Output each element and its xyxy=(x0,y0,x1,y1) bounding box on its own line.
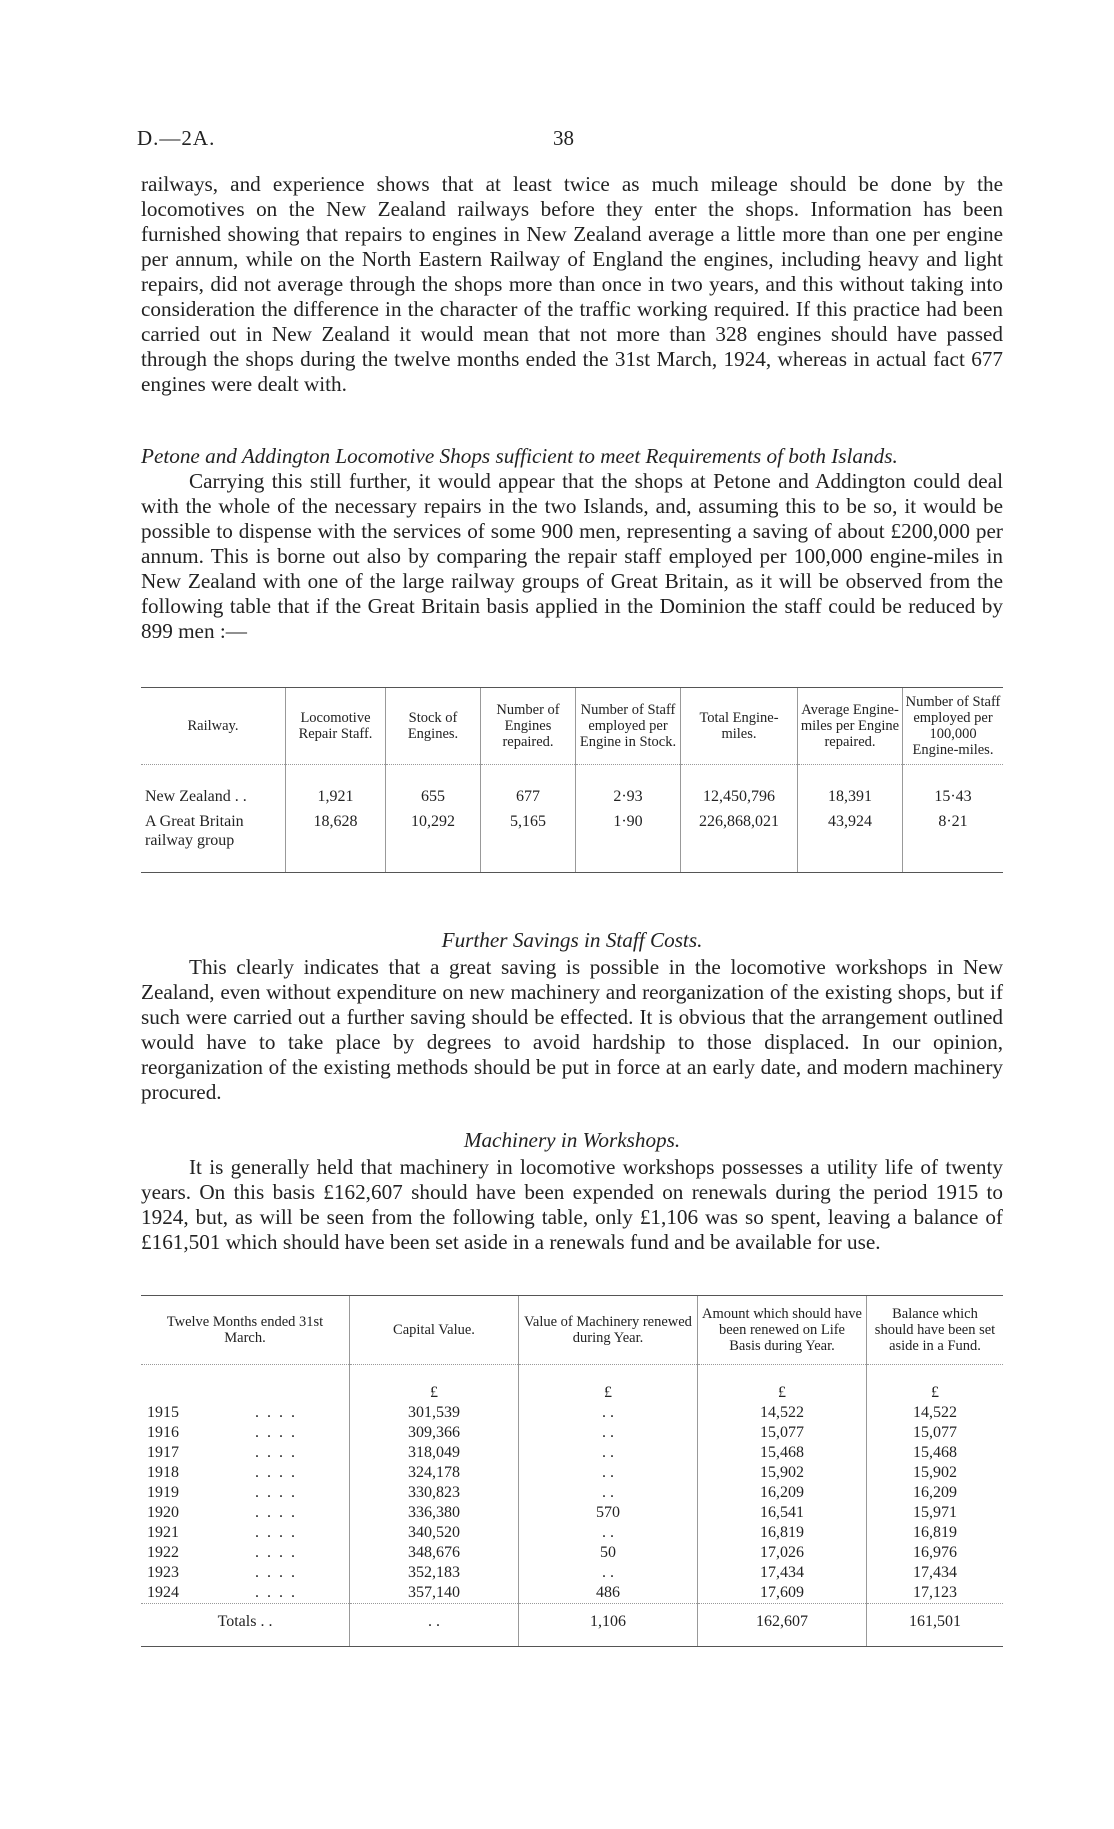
leader-dots: . . . . xyxy=(255,1564,297,1581)
year-cell xyxy=(141,1523,350,1543)
table-row xyxy=(141,765,1003,810)
column-header: Capital Value. xyxy=(350,1296,519,1365)
table-cell: 161,501 xyxy=(867,1604,1004,1647)
leader-dots: . . . . xyxy=(255,1424,297,1441)
year-label: 1921 xyxy=(147,1524,179,1541)
column-header: Total Engine-miles. xyxy=(681,688,798,765)
table-cell: 336,380 xyxy=(350,1503,519,1523)
table-cell: . . xyxy=(519,1563,698,1583)
column-header: Amount which should have been renewed on Life Basis during Year. xyxy=(698,1296,867,1365)
heading-petone-addington: Petone and Addington Locomotive Shops sufficient to meet Requirements of both Islands. xyxy=(141,444,898,468)
table-cell: 352,183 xyxy=(350,1563,519,1583)
year-cell xyxy=(141,1543,350,1563)
leader-dots: . . . . xyxy=(255,1484,297,1501)
leader-dots: . . . . xyxy=(255,1444,297,1461)
staff-comparison-table xyxy=(141,687,1003,873)
table-row xyxy=(141,1403,1003,1423)
table-cell: 570 xyxy=(519,1503,698,1523)
document-code: D.—2A. xyxy=(137,126,216,150)
paragraph-railway-mileage: railways, and experience shows that at least twice as much mileage should be done by the locomotives on the New Zealand railways before they enter the shops. Information has been furnished showing that repairs to engines in New Zealand average a little more than one per engine per annum, while on the North Eastern Railway of England the engines, including heavy and light repairs, did not average through the shops more than once in two years, and this without taking into consideration the difference in the character of the traffic working required. If this practice had been carried out in New Zealand it would mean that not more than 328 engines should have passed through the shops during the twelve months ended the 31st March, 1924, whereas in actual fact 677 engines were dealt with. xyxy=(141,172,1003,396)
table-cell: 16,976 xyxy=(867,1543,1004,1563)
totals-row xyxy=(141,1604,1003,1647)
table-cell: 14,522 xyxy=(867,1403,1004,1423)
paragraph-carrying-further: Carrying this still further, it would appear that the shops at Petone and Addington could deal with the whole of the necessary repairs in the two Islands, and, assuming this to be so, it would be possible to dispense with the services of some 900 men, representing a saving of about £200,000 per annum. This is borne out also by comparing the repair staff employed per 100,000 engine-miles in New Zealand with one of the large railway groups of Great Britain, as it will be observed from the following table that if the Great Britain basis applied in the Dominion the staff could be reduced by 899 men :— xyxy=(141,469,1003,643)
column-header: Value of Machinery renewed during Year. xyxy=(519,1296,698,1365)
table-cell: 16,541 xyxy=(698,1503,867,1523)
table-row xyxy=(141,1503,1003,1523)
table-cell: 340,520 xyxy=(350,1523,519,1543)
heading-further-savings: Further Savings in Staff Costs. xyxy=(441,928,703,952)
paragraph-generally-held: It is generally held that machinery in locomotive workshops possesses a utility life of twenty years. On this basis £162,607 should have been expended on renewals during the period 1915 to 1924, but, as will be seen from the following table, only £1,106 was so spent, leaving a balance of £161,501 which should have been set aside in a renewals fund and be available for use. xyxy=(141,1155,1003,1254)
year-cell xyxy=(141,1403,350,1423)
table-row xyxy=(141,809,1003,873)
table-cell: 14,522 xyxy=(698,1403,867,1423)
page-number: 38 xyxy=(553,126,574,150)
table-cell: 16,819 xyxy=(867,1523,1004,1543)
table-cell: 15,077 xyxy=(698,1423,867,1443)
year-cell xyxy=(141,1443,350,1463)
table-row xyxy=(141,1543,1003,1563)
table-cell: 655 xyxy=(386,765,481,810)
table-row xyxy=(141,1423,1003,1443)
column-header: Average Engine-miles per Engine repaired. xyxy=(798,688,903,765)
leader-dots: . . . . xyxy=(255,1464,297,1481)
year-cell xyxy=(141,1423,350,1443)
table-cell: 15,902 xyxy=(698,1463,867,1483)
table-cell: . . xyxy=(519,1403,698,1423)
column-header: Twelve Months ended 31st March. xyxy=(141,1296,350,1365)
year-label: 1923 xyxy=(147,1564,179,1581)
table-cell: 50 xyxy=(519,1543,698,1563)
table-cell: 5,165 xyxy=(481,809,576,873)
column-header: Stock of Engines. xyxy=(386,688,481,765)
table-cell: 18,628 xyxy=(286,809,386,873)
table-cell: 15·43 xyxy=(903,765,1004,810)
table-row xyxy=(141,1463,1003,1483)
table-cell: 330,823 xyxy=(350,1483,519,1503)
table-cell: 1·90 xyxy=(576,809,681,873)
table-cell: 2·93 xyxy=(576,765,681,810)
machinery-renewals-table xyxy=(141,1295,1003,1647)
year-cell xyxy=(141,1583,350,1604)
table-header-row xyxy=(141,1296,1003,1365)
currency-unit: £ xyxy=(698,1365,867,1404)
table-cell: 1,106 xyxy=(519,1604,698,1647)
leader-dots: . . . . xyxy=(255,1404,297,1421)
table-cell: 309,366 xyxy=(350,1423,519,1443)
currency-unit: £ xyxy=(867,1365,1004,1404)
table-cell: 318,049 xyxy=(350,1443,519,1463)
table-cell xyxy=(141,1365,350,1404)
currency-unit: £ xyxy=(519,1365,698,1404)
leader-dots: . . . . xyxy=(255,1504,297,1521)
paragraph-clearly-indicates: This clearly indicates that a great saving is possible in the locomotive workshops in New Zealand, even without expenditure on new machinery and reorganization of the existing shops, but if such were carried out a further saving should be effected. It is obvious that the arrangement outlined would have to take place by degrees to avoid hardship to those displaced. In our opinion, reorganization of the existing methods should be put in force at an early date, and modern machinery procured. xyxy=(141,955,1003,1104)
table-cell: A Great Britain railway group xyxy=(141,809,286,873)
table-header-row xyxy=(141,688,1003,765)
table-cell: . . xyxy=(350,1604,519,1647)
table-cell: 301,539 xyxy=(350,1403,519,1423)
column-header: Number of Engines repaired. xyxy=(481,688,576,765)
column-header: Railway. xyxy=(141,688,286,765)
table-cell: 18,391 xyxy=(798,765,903,810)
table-cell: 226,868,021 xyxy=(681,809,798,873)
table-cell: 15,468 xyxy=(698,1443,867,1463)
table-cell: . . xyxy=(519,1483,698,1503)
table-row xyxy=(141,1483,1003,1503)
table-cell: 16,819 xyxy=(698,1523,867,1543)
table-cell: 15,902 xyxy=(867,1463,1004,1483)
table-cell: 17,434 xyxy=(867,1563,1004,1583)
year-label: 1915 xyxy=(147,1404,179,1421)
table-cell: 17,026 xyxy=(698,1543,867,1563)
year-cell xyxy=(141,1463,350,1483)
year-label: 1924 xyxy=(147,1584,179,1601)
table-cell: 15,971 xyxy=(867,1503,1004,1523)
leader-dots: . . . . xyxy=(255,1544,297,1561)
table-cell: 16,209 xyxy=(867,1483,1004,1503)
table-cell: 8·21 xyxy=(903,809,1004,873)
table-cell: 17,434 xyxy=(698,1563,867,1583)
year-label: 1920 xyxy=(147,1504,179,1521)
table-cell: . . xyxy=(519,1423,698,1443)
heading-machinery-workshops: Machinery in Workshops. xyxy=(463,1128,681,1152)
table-cell: 1,921 xyxy=(286,765,386,810)
table-cell: New Zealand . . xyxy=(145,788,247,805)
year-label: 1918 xyxy=(147,1464,179,1481)
year-label: 1922 xyxy=(147,1544,179,1561)
table-cell: 17,123 xyxy=(867,1583,1004,1604)
table-cell: 10,292 xyxy=(386,809,481,873)
table-cell: 677 xyxy=(481,765,576,810)
table-cell: 324,178 xyxy=(350,1463,519,1483)
year-label: 1917 xyxy=(147,1444,179,1461)
table-row xyxy=(141,1563,1003,1583)
table-cell: 348,676 xyxy=(350,1543,519,1563)
column-header: Number of Staff employed per Engine in Stock. xyxy=(576,688,681,765)
column-header: Locomotive Repair Staff. xyxy=(286,688,386,765)
table-cell: 15,077 xyxy=(867,1423,1004,1443)
year-label: 1919 xyxy=(147,1484,179,1501)
table-row xyxy=(141,1583,1003,1604)
year-cell xyxy=(141,1503,350,1523)
table-cell: . . xyxy=(519,1443,698,1463)
year-cell xyxy=(141,1563,350,1583)
totals-label: Totals . . xyxy=(141,1604,350,1647)
leader-dots: . . . . xyxy=(255,1524,297,1541)
table-cell: 16,209 xyxy=(698,1483,867,1503)
table-cell: 17,609 xyxy=(698,1583,867,1604)
table-cell: . . xyxy=(519,1523,698,1543)
table-cell: 15,468 xyxy=(867,1443,1004,1463)
table-row xyxy=(141,1443,1003,1463)
table-cell: 43,924 xyxy=(798,809,903,873)
units-row xyxy=(141,1365,1003,1404)
column-header: Number of Staff employed per 100,000 Engine-miles. xyxy=(903,688,1004,765)
currency-unit: £ xyxy=(350,1365,519,1404)
table-cell: 486 xyxy=(519,1583,698,1604)
table-cell: . . xyxy=(519,1463,698,1483)
table-cell: 357,140 xyxy=(350,1583,519,1604)
table-row xyxy=(141,1523,1003,1543)
year-label: 1916 xyxy=(147,1424,179,1441)
column-header: Balance which should have been set aside in a Fund. xyxy=(867,1296,1004,1365)
leader-dots: . . . . xyxy=(255,1584,297,1601)
year-cell xyxy=(141,1483,350,1503)
table-cell: 162,607 xyxy=(698,1604,867,1647)
table-cell: 12,450,796 xyxy=(681,765,798,810)
